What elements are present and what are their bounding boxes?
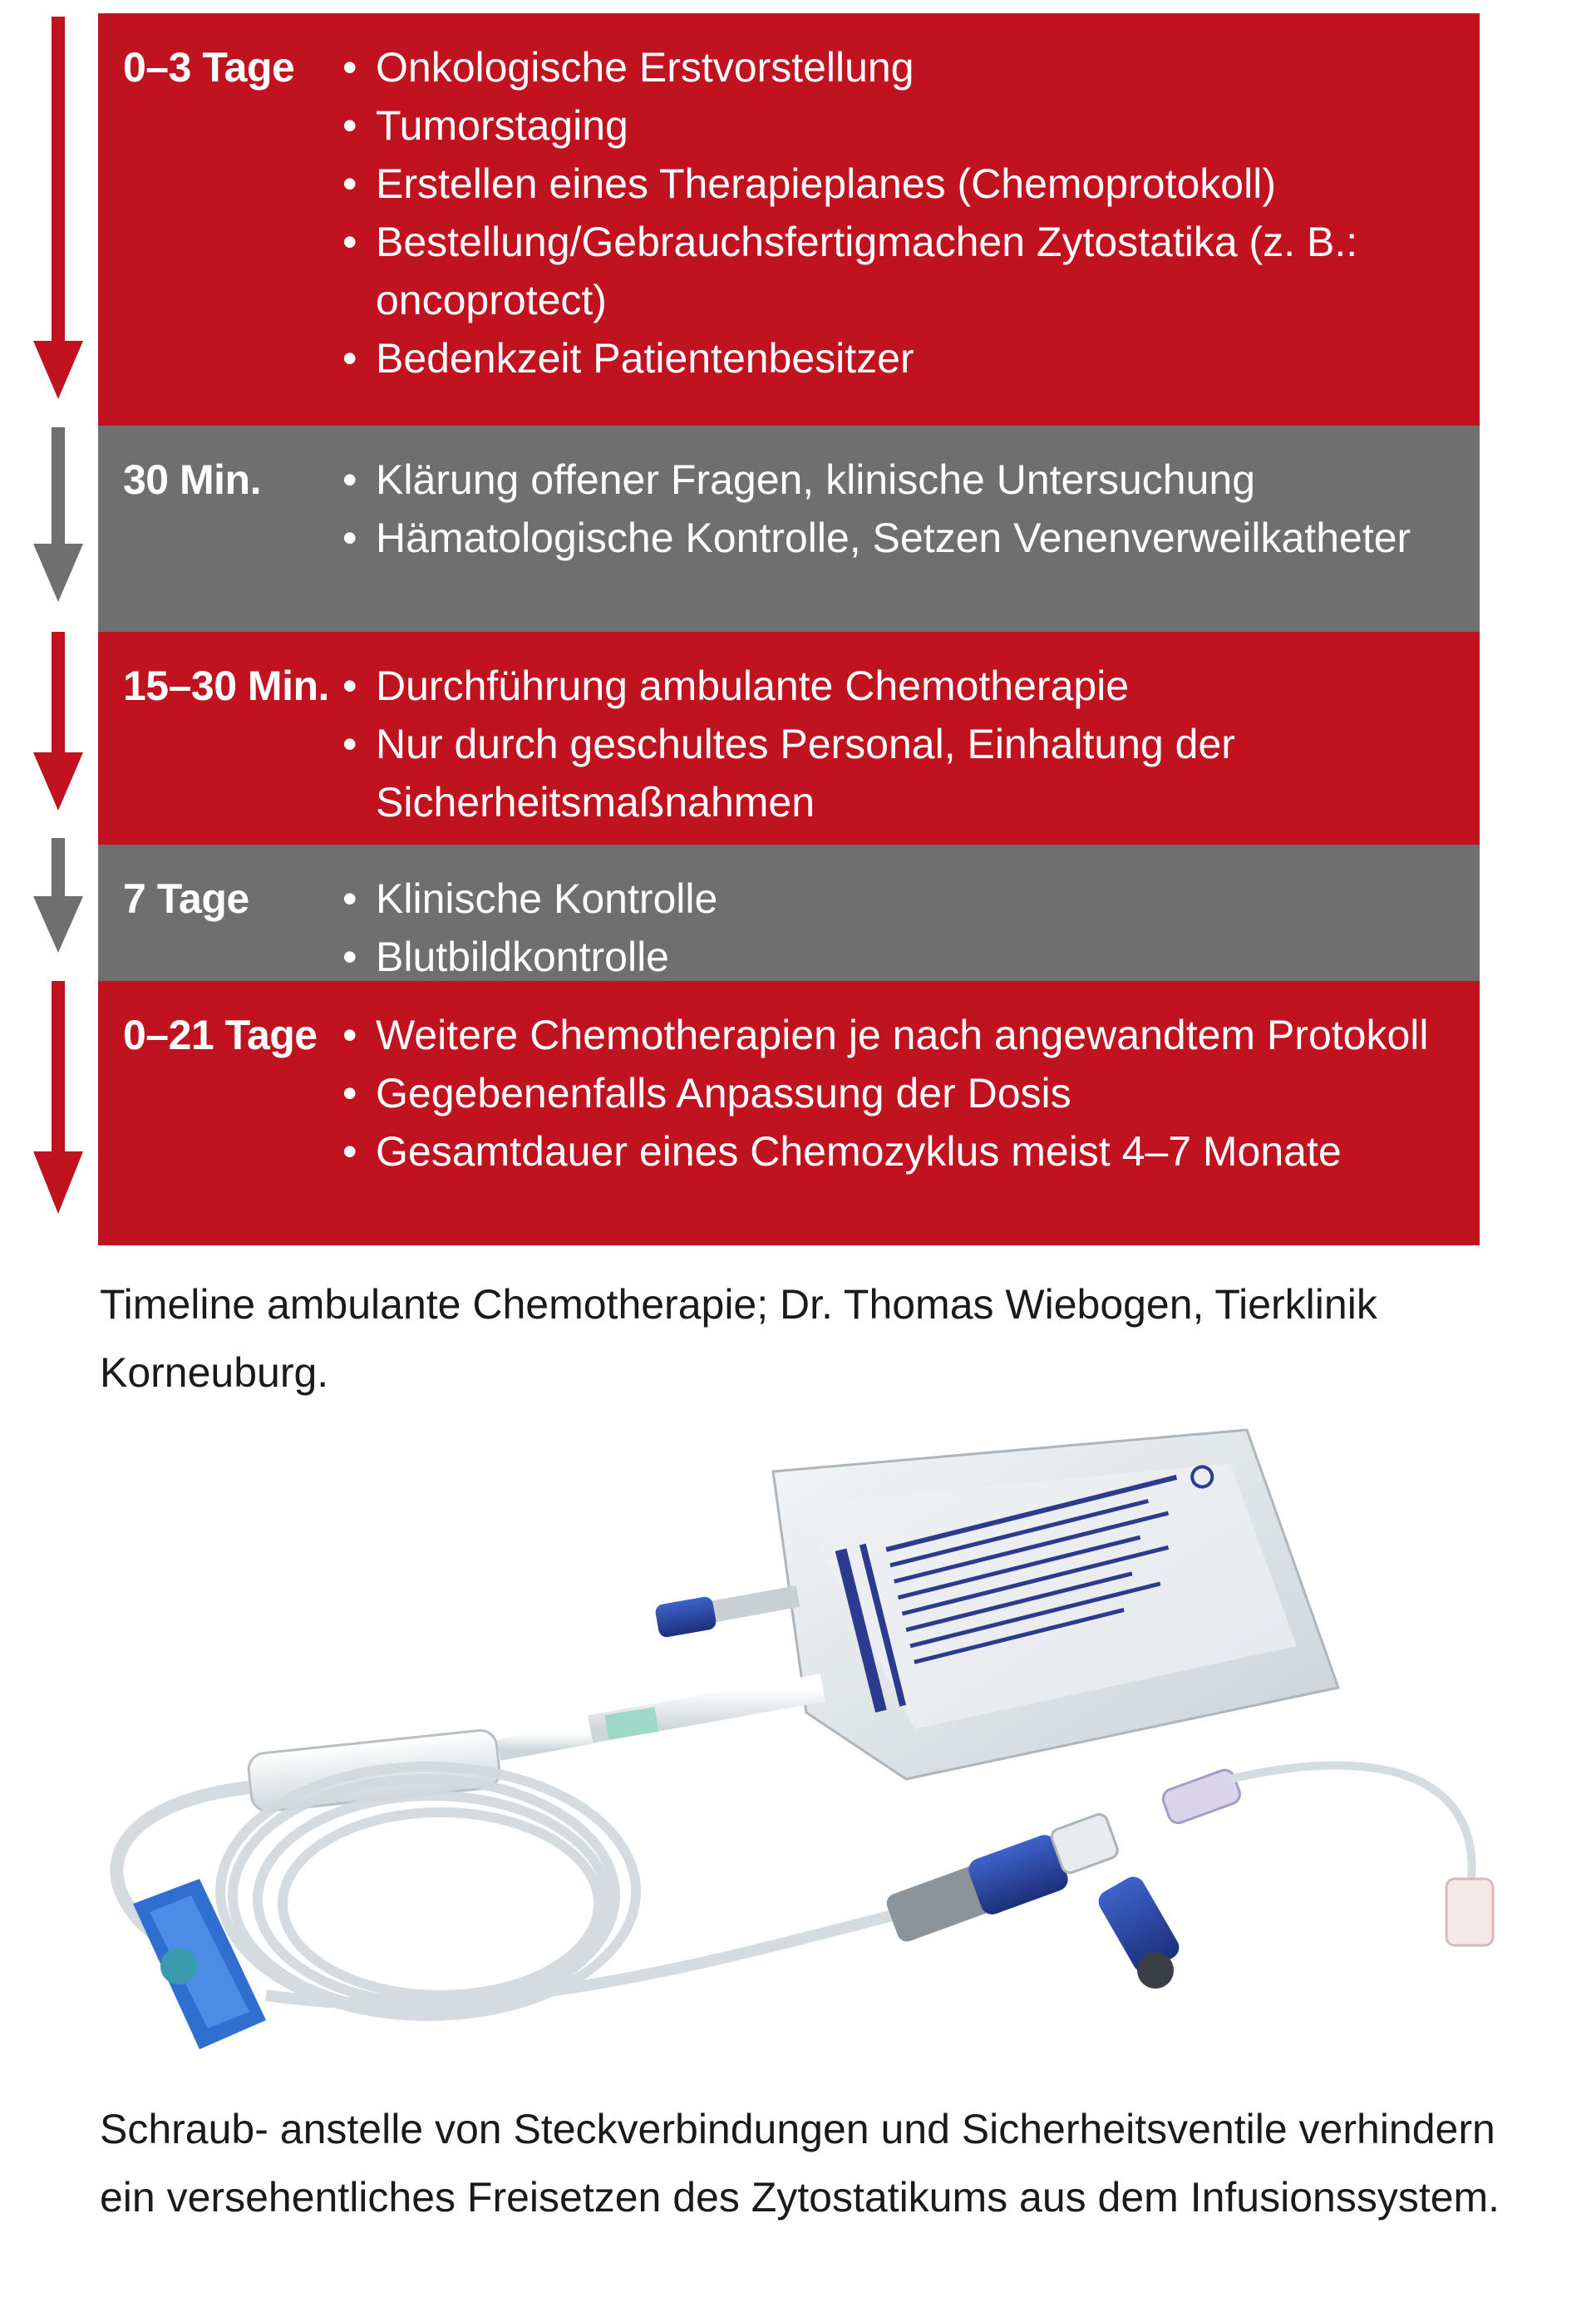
safety-valve	[884, 1767, 1242, 1989]
timeline-arrow-5	[33, 981, 83, 1214]
roller-clamp	[133, 1879, 266, 2049]
arrow-down-icon	[33, 632, 83, 811]
block-items	[341, 1006, 1460, 1181]
block-items	[341, 38, 1460, 387]
list-item: • Gegebenenfalls Anpassung der Dosis	[341, 1064, 1460, 1122]
list-item: • Bedenkzeit Patientenbesitzer	[341, 329, 1460, 387]
list-item: • Bestellung/Gebrauchsfertigmachen Zytostatika (z. B.: oncoprotect)	[341, 213, 1460, 329]
list-item: • Erstellen eines Therapieplanes (Chemoprotokoll)	[341, 155, 1460, 213]
timeline-block-5	[98, 981, 1480, 1245]
arrow-down-icon	[33, 981, 83, 1214]
infusion-set-icon	[75, 1413, 1571, 2062]
list-item: • Gesamtdauer eines Chemozyklus meist 4–7 Monate	[341, 1122, 1460, 1181]
list-item: • Weitere Chemotherapien je nach angewandtem Protokoll	[341, 1006, 1460, 1064]
list-item: • Hämatologische Kontrolle, Setzen Venenverweilkatheter	[341, 509, 1460, 567]
block-items	[341, 451, 1460, 567]
timeline-caption: Timeline ambulante Chemotherapie; Dr. Thomas Wiebogen, Tierklinik Korneuburg.	[100, 1281, 1377, 1396]
timeline-block-2	[98, 426, 1480, 632]
list-item: • Klinische Kontrolle	[341, 870, 1460, 928]
list-item: • Onkologische Erstvorstellung	[341, 38, 1460, 96]
list-item: • Blutbildkontrolle	[341, 928, 1460, 986]
timeline-block-1	[98, 13, 1480, 426]
timeline-arrow-3	[33, 632, 83, 811]
infusion-bag	[773, 1430, 1338, 1779]
timeline-block-3	[98, 632, 1480, 845]
arrow-down-icon	[33, 427, 83, 602]
list-item: • Durchführung ambulante Chemotherapie	[341, 657, 1460, 715]
block-duration-label: 7 Tage	[123, 875, 249, 922]
arrow-down-icon	[33, 17, 83, 399]
block-duration-label: 30 Min.	[123, 456, 261, 503]
block-duration-label: 0–3 Tage	[123, 44, 295, 91]
block-items	[341, 870, 1460, 986]
block-duration-label: 15–30 Min.	[123, 663, 329, 709]
block-duration-label: 0–21 Tage	[123, 1012, 318, 1058]
timeline-arrow-2	[33, 427, 83, 602]
block-items	[341, 657, 1460, 831]
list-item: • Nur durch geschultes Personal, Einhaltung der Sicherheitsmaßnahmen	[341, 715, 1460, 831]
list-item: • Klärung offener Fragen, klinische Untersuchung	[341, 451, 1460, 509]
timeline-arrow-4	[33, 838, 83, 953]
timeline-block-4	[98, 845, 1480, 981]
arrow-down-icon	[33, 838, 83, 953]
list-item: • Tumorstaging	[341, 96, 1460, 155]
photo-caption: Schraub- anstelle von Steckverbindungen und Sicherheitsventile verhindern ein versehentliches Freisetzen des Zytostatikums aus dem Infusionssystem.	[100, 2106, 1500, 2221]
timeline-arrow-1	[33, 17, 83, 399]
